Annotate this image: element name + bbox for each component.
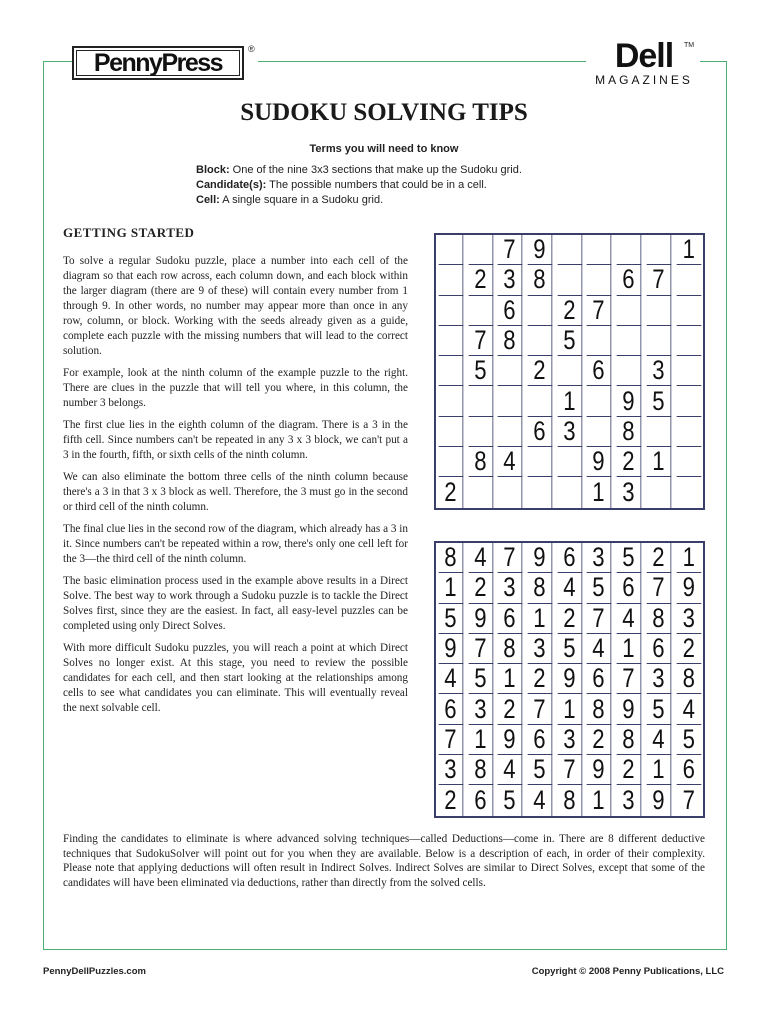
dell-magazines-logo xyxy=(588,37,700,87)
sudoku-cell: 8 xyxy=(528,265,552,295)
paragraph: For example, look at the ninth column of the example puzzle to the right. There are clues in the puzzle that will tell you where, in this column, the number 3 belongs. xyxy=(63,367,408,409)
sudoku-cell: 9 xyxy=(587,755,611,785)
sudoku-cell xyxy=(498,417,522,447)
sudoku-cell: 4 xyxy=(498,755,522,785)
sudoku-cell: 3 xyxy=(557,417,581,447)
sudoku-cell: 6 xyxy=(528,725,552,755)
frame-top-middle xyxy=(258,61,586,62)
sudoku-cell: 1 xyxy=(676,543,700,573)
sudoku-cell: 4 xyxy=(587,634,611,664)
sudoku-cell xyxy=(557,235,581,265)
sudoku-cell xyxy=(439,417,463,447)
sudoku-cell: 9 xyxy=(557,664,581,694)
sudoku-cell: 7 xyxy=(646,573,670,603)
sudoku-cell xyxy=(528,296,552,326)
sudoku-cell xyxy=(617,296,641,326)
sudoku-cell xyxy=(498,356,522,386)
sudoku-cell: 2 xyxy=(557,604,581,634)
sudoku-cell xyxy=(439,235,463,265)
solution-grid xyxy=(434,541,705,818)
footer-website: PennyDellPuzzles.com xyxy=(43,966,146,977)
sudoku-cell xyxy=(468,477,492,507)
sudoku-cell: 3 xyxy=(557,725,581,755)
sudoku-cell: 4 xyxy=(557,573,581,603)
section-heading: GETTING STARTED xyxy=(63,225,195,240)
sudoku-cell: 2 xyxy=(528,664,552,694)
dell-logo-text: Dell xyxy=(614,37,674,75)
sudoku-cell: 2 xyxy=(528,356,552,386)
sudoku-cell xyxy=(439,296,463,326)
sudoku-cell: 3 xyxy=(498,265,522,295)
sudoku-cell: 6 xyxy=(617,265,641,295)
sudoku-cell: 4 xyxy=(439,664,463,694)
sudoku-cell: 1 xyxy=(557,694,581,724)
sudoku-cell: 8 xyxy=(676,664,700,694)
sudoku-cell xyxy=(587,265,611,295)
sudoku-cell xyxy=(676,265,700,295)
sudoku-cell: 3 xyxy=(617,785,641,815)
sudoku-cell xyxy=(468,386,492,416)
sudoku-cell: 3 xyxy=(468,694,492,724)
sudoku-cell: 3 xyxy=(676,604,700,634)
sudoku-cell: 3 xyxy=(498,573,522,603)
sudoku-cell xyxy=(587,386,611,416)
term-definition: A single square in a Sudoku grid. xyxy=(219,194,384,206)
sudoku-cell: 8 xyxy=(468,447,492,477)
sudoku-cell: 2 xyxy=(498,694,522,724)
sudoku-cell: 6 xyxy=(498,296,522,326)
term-definition: The possible numbers that could be in a cell. xyxy=(266,179,487,191)
sudoku-cell: 5 xyxy=(557,326,581,356)
sudoku-cell xyxy=(439,326,463,356)
getting-started-section xyxy=(63,225,408,723)
terms-heading: Terms you will need to know xyxy=(309,143,459,155)
sudoku-cell xyxy=(528,477,552,507)
sudoku-cell xyxy=(676,356,700,386)
sudoku-cell: 4 xyxy=(468,543,492,573)
sudoku-cell xyxy=(587,326,611,356)
sudoku-cell: 6 xyxy=(676,755,700,785)
sudoku-cell xyxy=(646,326,670,356)
sudoku-cell xyxy=(557,356,581,386)
sudoku-cell: 8 xyxy=(587,694,611,724)
sudoku-cell: 2 xyxy=(617,755,641,785)
sudoku-cell: 3 xyxy=(646,356,670,386)
sudoku-cell: 6 xyxy=(646,634,670,664)
term-definition: One of the nine 3x3 sections that make up the Sudoku grid. xyxy=(229,164,522,176)
sudoku-cell xyxy=(617,235,641,265)
sudoku-cell xyxy=(439,265,463,295)
sudoku-cell: 9 xyxy=(617,694,641,724)
sudoku-cell xyxy=(646,235,670,265)
sudoku-cell xyxy=(468,417,492,447)
sudoku-cell xyxy=(676,477,700,507)
sudoku-cell xyxy=(468,235,492,265)
sudoku-cell: 8 xyxy=(646,604,670,634)
sudoku-cell xyxy=(557,265,581,295)
sudoku-cell: 5 xyxy=(646,386,670,416)
sudoku-cell xyxy=(617,356,641,386)
sudoku-cell: 1 xyxy=(646,447,670,477)
sudoku-cell: 1 xyxy=(646,755,670,785)
sudoku-cell: 5 xyxy=(646,694,670,724)
penny-press-logo xyxy=(72,46,244,80)
sudoku-cell xyxy=(617,326,641,356)
sudoku-cell: 2 xyxy=(617,447,641,477)
sudoku-cell xyxy=(646,417,670,447)
sudoku-cell xyxy=(646,296,670,326)
frame-top-right xyxy=(700,61,727,62)
sudoku-cell xyxy=(676,386,700,416)
paragraph: To solve a regular Sudoku puzzle, place a number into each cell of the diagram so that each row across, each column down, and each block within the larger diagram (there are 9 of these) will contain every number from 1 through 9. In other words, no number may appear more than once in any row, column, or block. Working with the seeds already given as a guide, complete each puzzle with the missing numbers that will lead to the correct solution. xyxy=(63,255,408,357)
sudoku-cell: 2 xyxy=(468,265,492,295)
sudoku-cell xyxy=(676,447,700,477)
sudoku-cell: 3 xyxy=(646,664,670,694)
sudoku-cell: 8 xyxy=(498,634,522,664)
sudoku-cell: 3 xyxy=(587,543,611,573)
sudoku-cell: 9 xyxy=(528,543,552,573)
sudoku-cell: 4 xyxy=(676,694,700,724)
sudoku-cell xyxy=(468,296,492,326)
sudoku-cell: 2 xyxy=(439,477,463,507)
sudoku-cell xyxy=(557,477,581,507)
footer-copyright: Copyright © 2008 Penny Publications, LLC xyxy=(531,966,724,977)
sudoku-cell: 6 xyxy=(587,664,611,694)
sudoku-cell: 2 xyxy=(587,725,611,755)
term-item-cell xyxy=(196,193,522,208)
paragraph: The first clue lies in the eighth column of the diagram. There is a 3 in the fifth cell. Since numbers can't be repeated in any 3 x 3 block, we can't put a 3 in the fourth, fifth, or sixth cells of the ninth column. xyxy=(63,419,408,461)
registered-mark: ® xyxy=(248,44,255,54)
frame-top-left xyxy=(43,61,73,62)
sudoku-cell: 7 xyxy=(617,664,641,694)
sudoku-cell: 9 xyxy=(528,235,552,265)
sudoku-cell: 9 xyxy=(498,725,522,755)
sudoku-cell xyxy=(439,356,463,386)
sudoku-cell xyxy=(557,447,581,477)
sudoku-cell: 7 xyxy=(557,755,581,785)
page-title: SUDOKU SOLVING TIPS xyxy=(240,99,528,126)
sudoku-cell: 1 xyxy=(587,477,611,507)
sudoku-cell: 5 xyxy=(557,634,581,664)
sudoku-cell: 7 xyxy=(528,694,552,724)
sudoku-cell: 4 xyxy=(617,604,641,634)
term-label: Cell: xyxy=(196,194,220,206)
sudoku-cell xyxy=(439,386,463,416)
sudoku-cell: 8 xyxy=(498,326,522,356)
sudoku-cell: 8 xyxy=(617,725,641,755)
sudoku-cell: 1 xyxy=(676,235,700,265)
sudoku-cell: 4 xyxy=(646,725,670,755)
sudoku-cell xyxy=(676,326,700,356)
sudoku-cell: 2 xyxy=(557,296,581,326)
sudoku-cell: 7 xyxy=(468,634,492,664)
sudoku-cell: 9 xyxy=(676,573,700,603)
sudoku-cell: 3 xyxy=(439,755,463,785)
deductions-paragraph: Finding the candidates to eliminate is where advanced solving techniques—called Deductions—come in. There are 8 different deductive techniques that SudokuSolver will point out for you when they are available. Below is a description of each, in order of their complexity. Please note that applying deductions will often result in Indirect Solves. Indirect Solves are similar to Direct Solves, except that some of the candidates will have been eliminated via deductions, rather than directly from the solved cells. xyxy=(63,833,705,889)
sudoku-cell: 4 xyxy=(498,447,522,477)
sudoku-cell: 6 xyxy=(439,694,463,724)
sudoku-cell: 2 xyxy=(439,785,463,815)
sudoku-cell: 2 xyxy=(646,543,670,573)
sudoku-cell: 7 xyxy=(468,326,492,356)
term-item-candidates xyxy=(196,178,522,193)
sudoku-cell: 9 xyxy=(587,447,611,477)
sudoku-cell: 7 xyxy=(646,265,670,295)
sudoku-cell: 8 xyxy=(468,755,492,785)
sudoku-cell: 2 xyxy=(468,573,492,603)
sudoku-cell: 6 xyxy=(468,785,492,815)
sudoku-cell: 5 xyxy=(498,785,522,815)
magazines-logo-text: MAGAZINES xyxy=(595,73,693,87)
sudoku-cell: 7 xyxy=(682,785,695,816)
sudoku-cell: 6 xyxy=(528,417,552,447)
penny-press-logo-text: PennyPress xyxy=(76,50,240,76)
sudoku-cell: 1 xyxy=(557,386,581,416)
paragraph: The basic elimination process used in the example above results in a Direct Solve. The best way to work through a Sudoku puzzle is to tackle the Direct Solves first, since they are the easiest. In fact, all easy-level puzzles can be completed using only Direct Solves. xyxy=(63,575,408,632)
sudoku-cell: 3 xyxy=(528,634,552,664)
sudoku-cell xyxy=(646,477,670,507)
sudoku-cell: 8 xyxy=(528,573,552,603)
sudoku-cell: 6 xyxy=(617,573,641,603)
sudoku-cell: 1 xyxy=(439,573,463,603)
sudoku-cell: 7 xyxy=(587,296,611,326)
paragraph: We can also eliminate the bottom three cells of the ninth column because there's a 3 in that 3 x 3 block as well. Therefore, the 3 must go in the second or third cell of the ninth column. xyxy=(63,471,408,513)
sudoku-cell: 9 xyxy=(617,386,641,416)
sudoku-cell: 6 xyxy=(498,604,522,634)
sudoku-cell xyxy=(498,386,522,416)
sudoku-cell: 5 xyxy=(528,755,552,785)
sudoku-cell: 7 xyxy=(587,604,611,634)
sudoku-cell: 2 xyxy=(676,634,700,664)
sudoku-cell: 4 xyxy=(528,785,552,815)
sudoku-cell: 1 xyxy=(498,664,522,694)
sudoku-cell: 5 xyxy=(468,356,492,386)
paragraph: The final clue lies in the second row of the diagram, which already has a 3 in it. Since numbers can't be repeated within a row, there's only one cell left for the 3—the third cell of the ninth column. xyxy=(63,523,408,565)
sudoku-cell xyxy=(498,477,522,507)
sudoku-cell: 3 xyxy=(617,477,641,507)
term-label: Block: xyxy=(196,164,230,176)
sudoku-cell xyxy=(676,417,700,447)
sudoku-cell: 5 xyxy=(587,573,611,603)
term-item-block xyxy=(196,163,522,178)
sudoku-cell: 7 xyxy=(439,725,463,755)
sudoku-cell: 1 xyxy=(587,785,611,815)
sudoku-cell: 7 xyxy=(498,543,522,573)
sudoku-cell: 8 xyxy=(557,785,581,815)
sudoku-cell: 8 xyxy=(617,417,641,447)
sudoku-cell: 6 xyxy=(587,356,611,386)
sudoku-cell xyxy=(528,386,552,416)
sudoku-cell xyxy=(587,235,611,265)
sudoku-cell: 8 xyxy=(439,543,463,573)
sudoku-cell: 9 xyxy=(439,634,463,664)
sudoku-cell: 1 xyxy=(468,725,492,755)
trademark-mark: TM xyxy=(684,42,695,49)
sudoku-cell xyxy=(528,326,552,356)
sudoku-cell xyxy=(587,417,611,447)
sudoku-cell xyxy=(439,447,463,477)
sudoku-cell: 1 xyxy=(617,634,641,664)
sudoku-cell: 1 xyxy=(528,604,552,634)
sudoku-cell: 5 xyxy=(617,543,641,573)
terms-list xyxy=(196,163,522,208)
paragraph: With more difficult Sudoku puzzles, you will reach a point at which Direct Solves no longer exist. At this stage, you need to review the possible candidates for each cell, and then start looking at the relationships among cells to see what candidates you can eliminate. This will eventually reveal the next solvable cell. xyxy=(63,642,408,714)
sudoku-cell xyxy=(676,296,700,326)
example-puzzle-grid xyxy=(434,233,705,510)
sudoku-cell: 5 xyxy=(439,604,463,634)
sudoku-cell: 9 xyxy=(468,604,492,634)
sudoku-cell: 9 xyxy=(646,785,670,815)
sudoku-cell xyxy=(528,447,552,477)
sudoku-cell: 5 xyxy=(468,664,492,694)
sudoku-cell: 5 xyxy=(676,725,700,755)
sudoku-cell: 7 xyxy=(498,235,522,265)
term-label: Candidate(s): xyxy=(196,179,267,191)
sudoku-cell: 6 xyxy=(557,543,581,573)
